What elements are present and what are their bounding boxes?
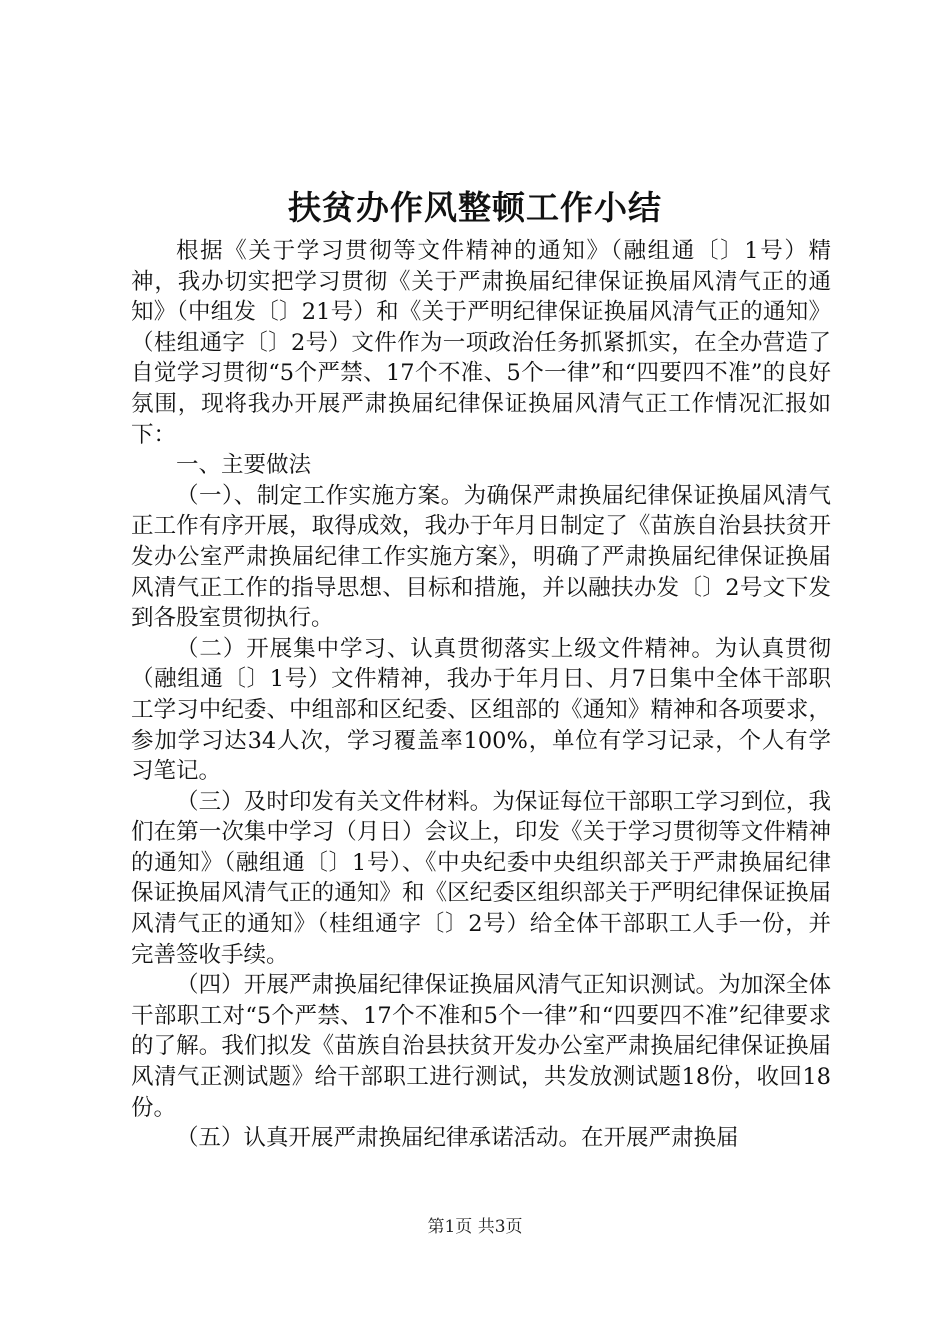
document-body — [131, 236, 831, 1154]
paragraph-item-5: （五）认真开展严肃换届纪律承诺活动。在开展严肃换届 — [176, 1125, 739, 1152]
section-heading-main-practices: 一、主要做法 — [176, 452, 312, 479]
paragraph-item-4: （四）开展严肃换届纪律保证换届风清气正知识测试。为加深全体干部职工对“5个严禁、17个不准和5个一律”和“四要四不准”纪律要求的了解。我们拟发《苗族自治县扶贫开发办公室严肃换届纪律保证换届风清气正测试题》给干部职工进行测试，共发放测试题18份，收回18份。 — [131, 972, 831, 1121]
paragraph-item-2: （二）开展集中学习、认真贯彻落实上级文件精神。为认真贯彻（融组通〔〕1号）文件精神，我办于年月日、月7日集中全体干部职工学习中纪委、中组部和区纪委、区组部的《通知》精神和各项要求，参加学习达34人次，学习覆盖率100%，单位有学习记录，个人有学习笔记。 — [131, 635, 831, 785]
paragraph-item-3: （三）及时印发有关文件材料。为保证每位干部职工学习到位，我们在第一次集中学习（月日）会议上，印发《关于学习贯彻等文件精神的通知》（融组通〔〕1号）、《中央纪委中央组织部关于严肃换届纪律保证换届风清气正的通知》和《区纪委区组织部关于严明纪律保证换届风清气正的通知》（桂组通字〔〕2号）给全体干部职工人手一份，并完善签收手续。 — [131, 788, 831, 968]
paragraph-intro: 根据《关于学习贯彻等文件精神的通知》（融组通〔〕1号）精神，我办切实把学习贯彻《关于严肃换届纪律保证换届风清气正的通知》（中组发〔〕21号）和《关于严明纪律保证换届风清气正的通知》（桂组通字〔〕2号）文件作为一项政治任务抓紧抓实，在全办营造了自觉学习贯彻“5个严禁、17个不准、5个一律”和“四要四不准”的良好氛围，现将我办开展严肃换届纪律保证换届风清气正工作情况汇报如下： — [131, 238, 831, 448]
document-title: 扶贫办作风整顿工作小结 — [288, 188, 662, 227]
paragraph-item-1: （一）、制定工作实施方案。为确保严肃换届纪律保证换届风清气正工作有序开展，取得成效，我办于年月日制定了《苗族自治县扶贫开发办公室严肃换届纪律工作实施方案》，明确了严肃换届纪律保证换届风清气正工作的指导思想、目标和措施，并以融扶办发〔〕2号文下发到各股室贯彻执行。 — [131, 482, 831, 632]
page-number-footer: 第1页 共3页 — [427, 1217, 523, 1237]
